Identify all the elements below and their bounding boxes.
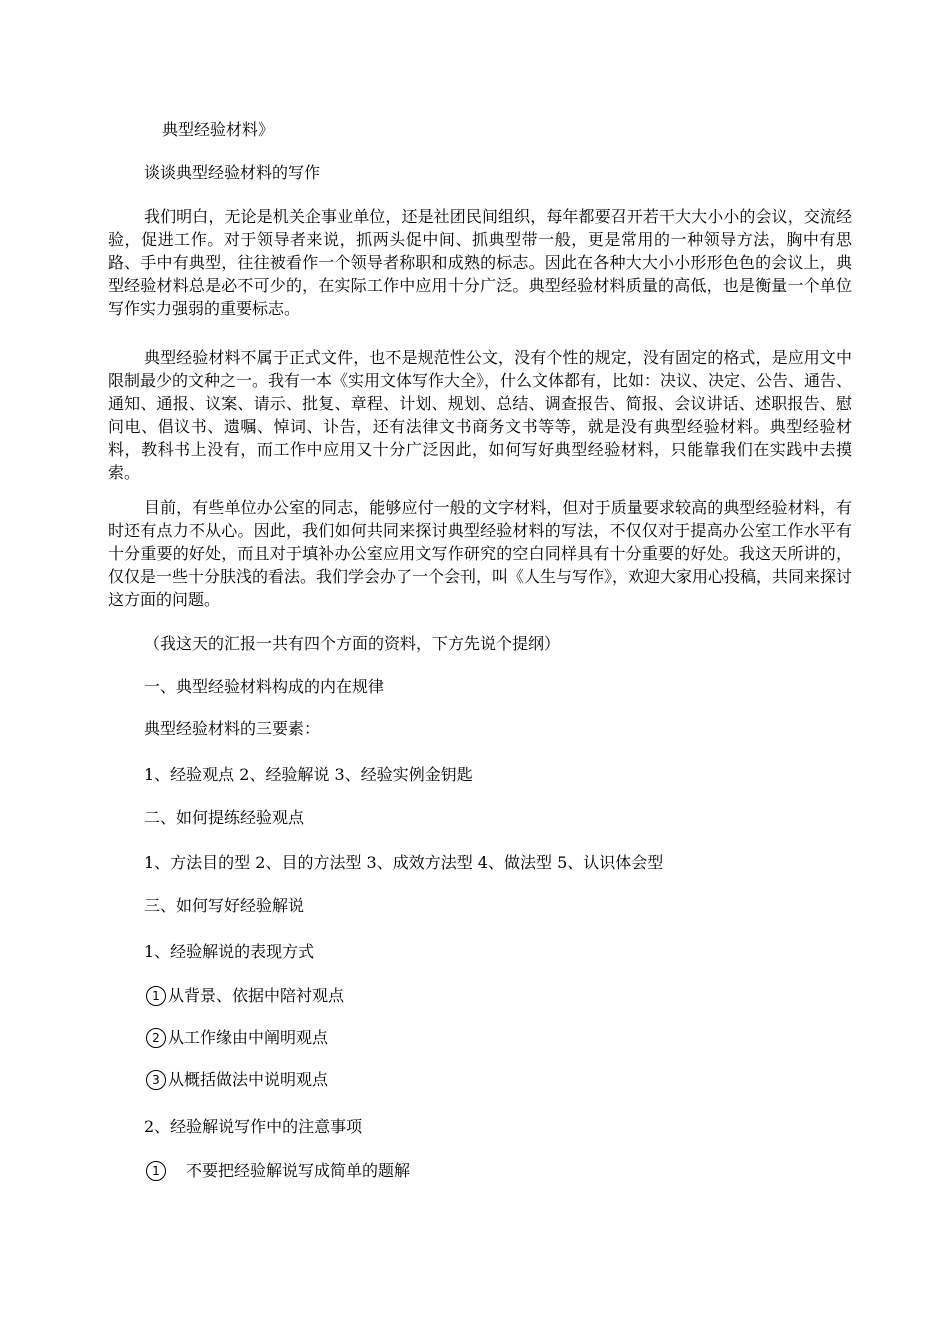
paragraph-3: 目前，有些单位办公室的同志，能够应付一般的文字材料，但对于质量要求较高的典型经验材料，有时还有点力不从心。因此，我们如何共同来探讨典型经验材料的写法，不仅仅对于提高办公室工作水平有十分重要的好处，而且对于填补办公室应用文写作研究的空白同样具有十分重要的好处。我这天所讲的，仅仅是一些十分肤浅的看法。我们学会办了一个会刊，叫《人生与写作》，欢迎大家用心投稿，共同来探讨这方面的问题。 [108, 498, 853, 609]
title-fragment: 典型经验材料》 [162, 120, 275, 139]
paragraph-1: 我们明白，无论是机关企事业单位，还是社团民间组织，每年都要召开若干大大小小的会议，交流经验，促进工作。对于领导者来说，抓两头促中间、抓典型带一般，更是常用的一种领导方法，胸中有思路、手中有典型，往往被看作一个领导者称职和成熟的标志。因此在各种大大小小形形色色的会议上，典型经验材料总是必不可少的，在实际工作中应用十分广泛。典型经验材料质量的高低，也是衡量一个单位写作实力强弱的重要标志。 [108, 207, 852, 318]
list-item [146, 1026, 328, 1050]
section-1-title: 一、典型经验材料构成的内在规律 [144, 677, 385, 696]
list-item [146, 984, 344, 1008]
list-item-text: 从工作缘由中阐明观点 [168, 1028, 329, 1047]
section-1-subtitle: 典型经验材料的三要素： [144, 719, 321, 738]
list-item [146, 1159, 410, 1183]
section-2-title: 二、如何提练经验观点 [144, 808, 305, 827]
list-item [146, 1068, 328, 1092]
section-2-items: 1、方法目的型 2、目的方法型 3、成效方法型 4、做法型 5、认识体会型 [144, 853, 664, 872]
circled-number: 2 [146, 1028, 166, 1048]
paragraph-2: 典型经验材料不属于正式文件，也不是规范性公文，没有个性的规定，没有固定的格式，是应用文中限制最少的文种之一。我有一本《实用文体写作大全》，什么文体都有，比如：决议、决定、公告、通告、通知、通报、议案、请示、批复、章程、计划、规划、总结、调查报告、简报、会议讲话、述职报告、慰问电、倡议书、遗嘱、悼词、讣告，还有法律文书商务文书等等，就是没有典型经验材料。典型经验材料，教科书上没有，而工作中应用又十分广泛因此，如何写好典型经验材料，只能靠我们在实践中去摸索。 [108, 348, 853, 482]
circled-number: 1 [146, 1161, 166, 1181]
circled-number: 1 [146, 986, 166, 1006]
list-item-text: 从概括做法中说明观点 [168, 1070, 329, 1089]
section-3-title: 三、如何写好经验解说 [144, 896, 305, 915]
list-item-text: 从背景、依据中陪衬观点 [168, 986, 345, 1005]
section-3-subtitle-1: 1、经验解说的表现方式 [144, 942, 315, 961]
circled-number: 3 [146, 1070, 166, 1090]
document-heading: 谈谈典型经验材料的写作 [144, 163, 321, 182]
list-item-text: 不要把经验解说写成简单的题解 [186, 1161, 411, 1180]
outline-note: （我这天的汇报一共有四个方面的资料，下方先说个提纲） [144, 634, 561, 653]
section-1-items: 1、经验观点 2、经验解说 3、经验实例金钥匙 [144, 765, 473, 784]
section-3-subtitle-2: 2、经验解说写作中的注意事项 [144, 1117, 363, 1136]
